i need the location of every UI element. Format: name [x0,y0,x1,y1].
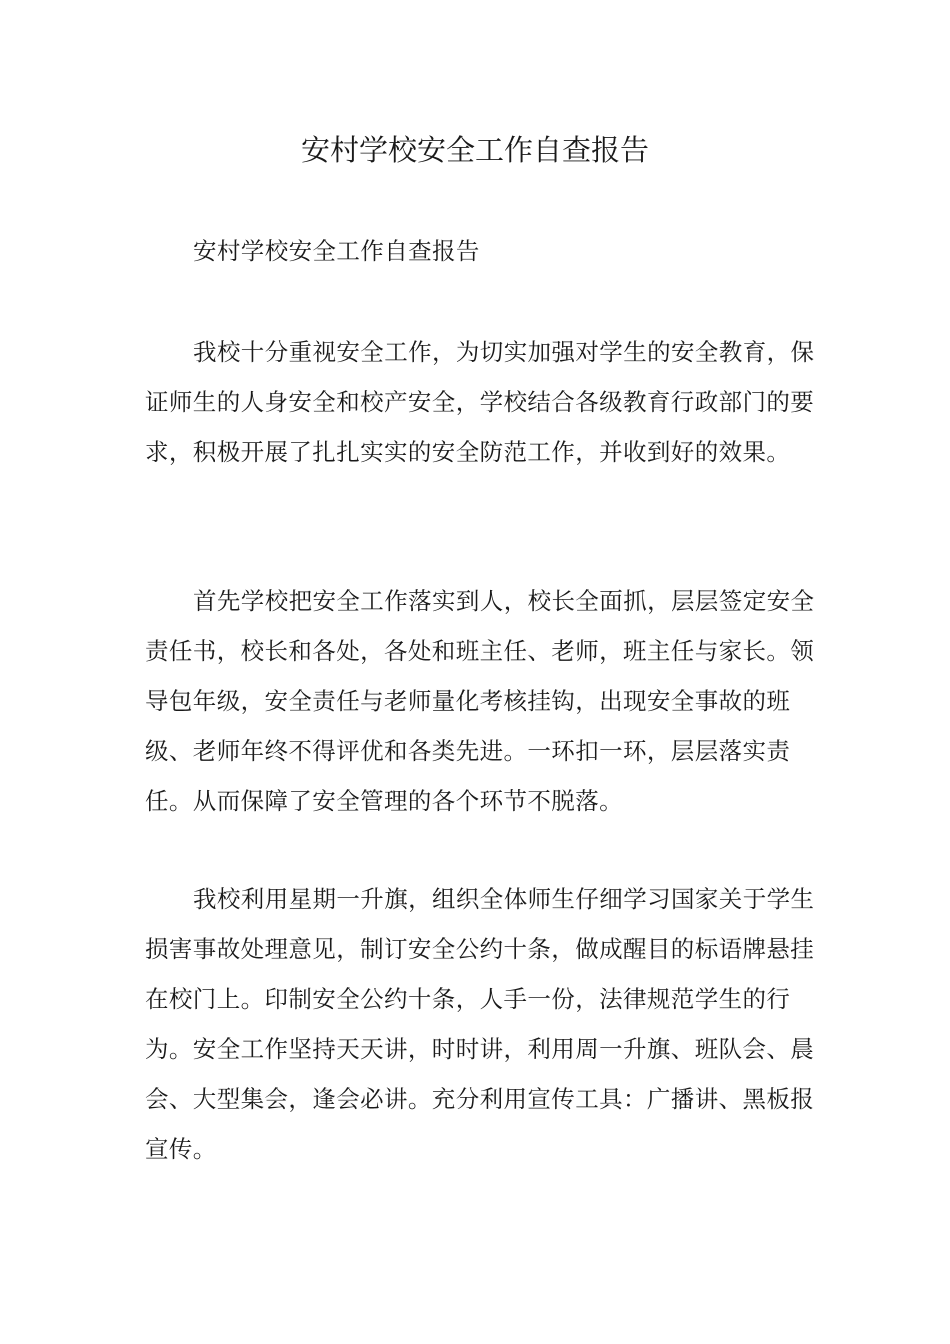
paragraph-3: 我校利用星期一升旗，组织全体师生仔细学习国家关于学生损害事故处理意见，制订安全公约十条，做成醒目的标语牌悬挂在校门上。印制安全公约十条，人手一份，法律规范学生的行为。安全工作坚持天天讲，时时讲，利用周一升旗、班队会、晨会、大型集会，逢会必讲。充分利用宣传工具：广播讲、黑板报宣传。 [145,885,815,1163]
paragraph-2: 首先学校把安全工作落实到人，校长全面抓，层层签定安全责任书，校长和各处，各处和班主任、老师，班主任与家长。领导包年级，安全责任与老师量化考核挂钩，出现安全事故的班级、老师年终不得评优和各类先进。一环扣一环，层层落实责任。从而保障了安全管理的各个环节不脱落。 [145,587,815,815]
document-title: 安村学校安全工作自查报告 [300,133,649,167]
paragraph-1: 我校十分重视安全工作，为切实加强对学生的安全教育，保证师生的人身安全和校产安全，学校结合各级教育行政部门的要求，积极开展了扎扎实实的安全防范工作，并收到好的效果。 [145,338,815,466]
document-subtitle: 安村学校安全工作自查报告 [193,237,480,265]
